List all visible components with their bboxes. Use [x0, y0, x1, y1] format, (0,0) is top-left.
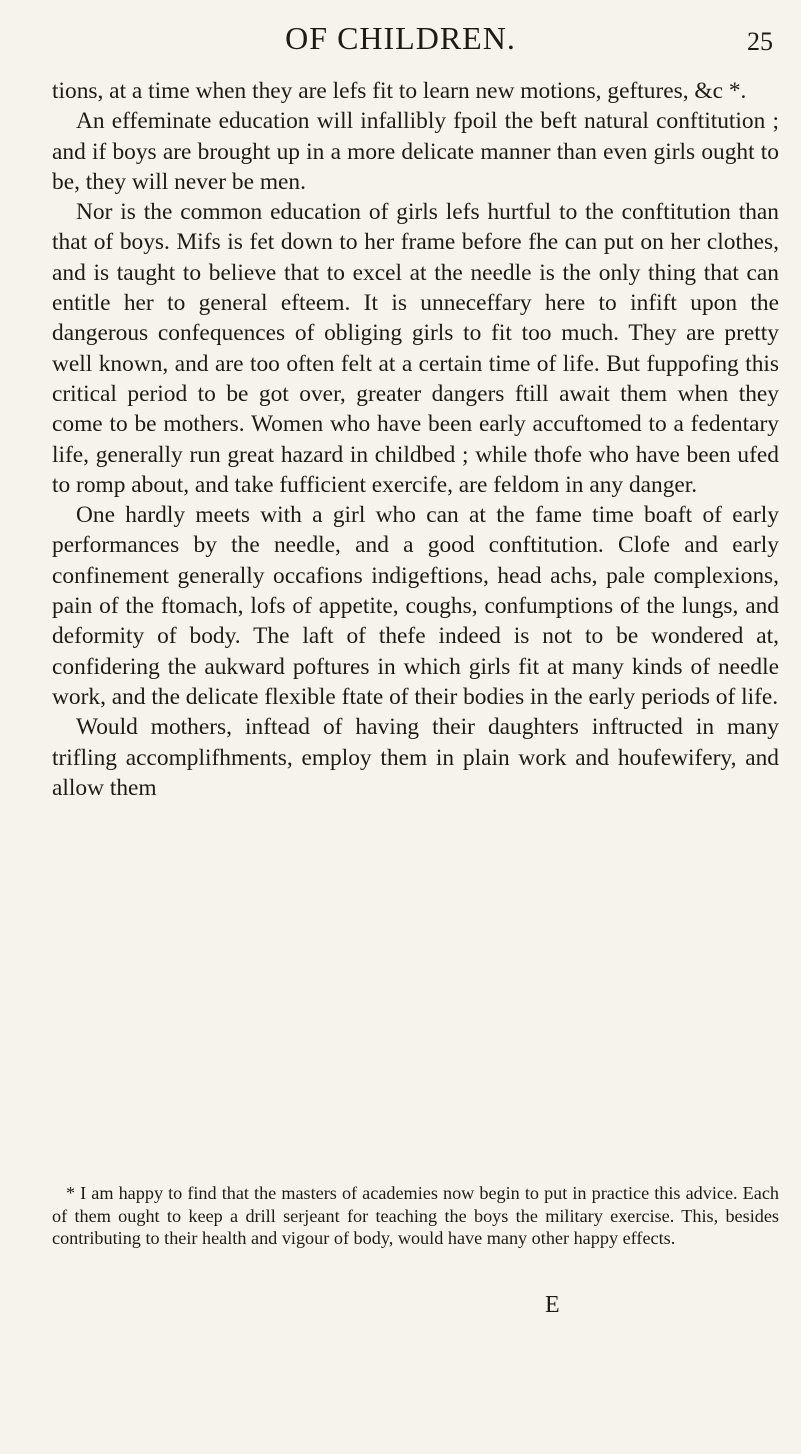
paragraph: Nor is the common education of girls lefs hurtful to the conftitution than that of boys. Mifs is fet down to her frame before fhe can put on her clothes, and is taught to believe that to excel at the needle is the only thing that can entitle her to general efteem. It is unneceffary here to infift upon the dangerous confequences of obliging girls to fit too much. They are pretty well known, and are too often felt at a certain time of life. But fuppofing this critical period to be got over, greater dangers ftill await them when they come to be mothers. Women who have been early accuftomed to a fedentary life, generally run great hazard in childbed ; while thofe who have been ufed to romp about, and take fufficient exercife, are feldom in any danger.: [52, 199, 779, 498]
signature-mark: E: [545, 1292, 560, 1318]
paragraph: tions, at a time when they are lefs fit to learn new motions, geftures, &c *.: [52, 78, 747, 104]
page-header: [0, 14, 801, 62]
page-number: 25: [747, 27, 773, 56]
paragraph: An effeminate education will infallibly fpoil the beft natural conftitution ; and if boys are brought up in a more delicate manner than even girls ought to be, they will never be men.: [52, 108, 779, 195]
body-text: [52, 76, 779, 803]
running-head: OF CHILDREN.: [285, 20, 516, 56]
paragraph: One hardly meets with a girl who can at the fame time boaft of early performances by the needle, and a good conftitution. Clofe and early confinement generally occafions indigeftions, head achs, pale complexions, pain of the ftomach, lofs of appetite, coughs, confumptions of the lungs, and deformity of body. The laft of thefe indeed is not to be wondered at, confidering the aukward poftures in which girls fit at many kinds of needle work, and the delicate flexible ftate of their bodies in the early periods of life.: [52, 502, 779, 710]
paragraph: Would mothers, inftead of having their daughters inftructed in many trifling accomplifhments, employ them in plain work and houfewifery, and allow them: [52, 714, 779, 801]
footnote: * I am happy to find that the masters of academies now begin to put in practice this advice. Each of them ought to keep a drill serjeant for teaching the boys the military exercise. This, besides contributing to their health and vigour of body, would have many other happy effects.: [52, 1183, 779, 1248]
